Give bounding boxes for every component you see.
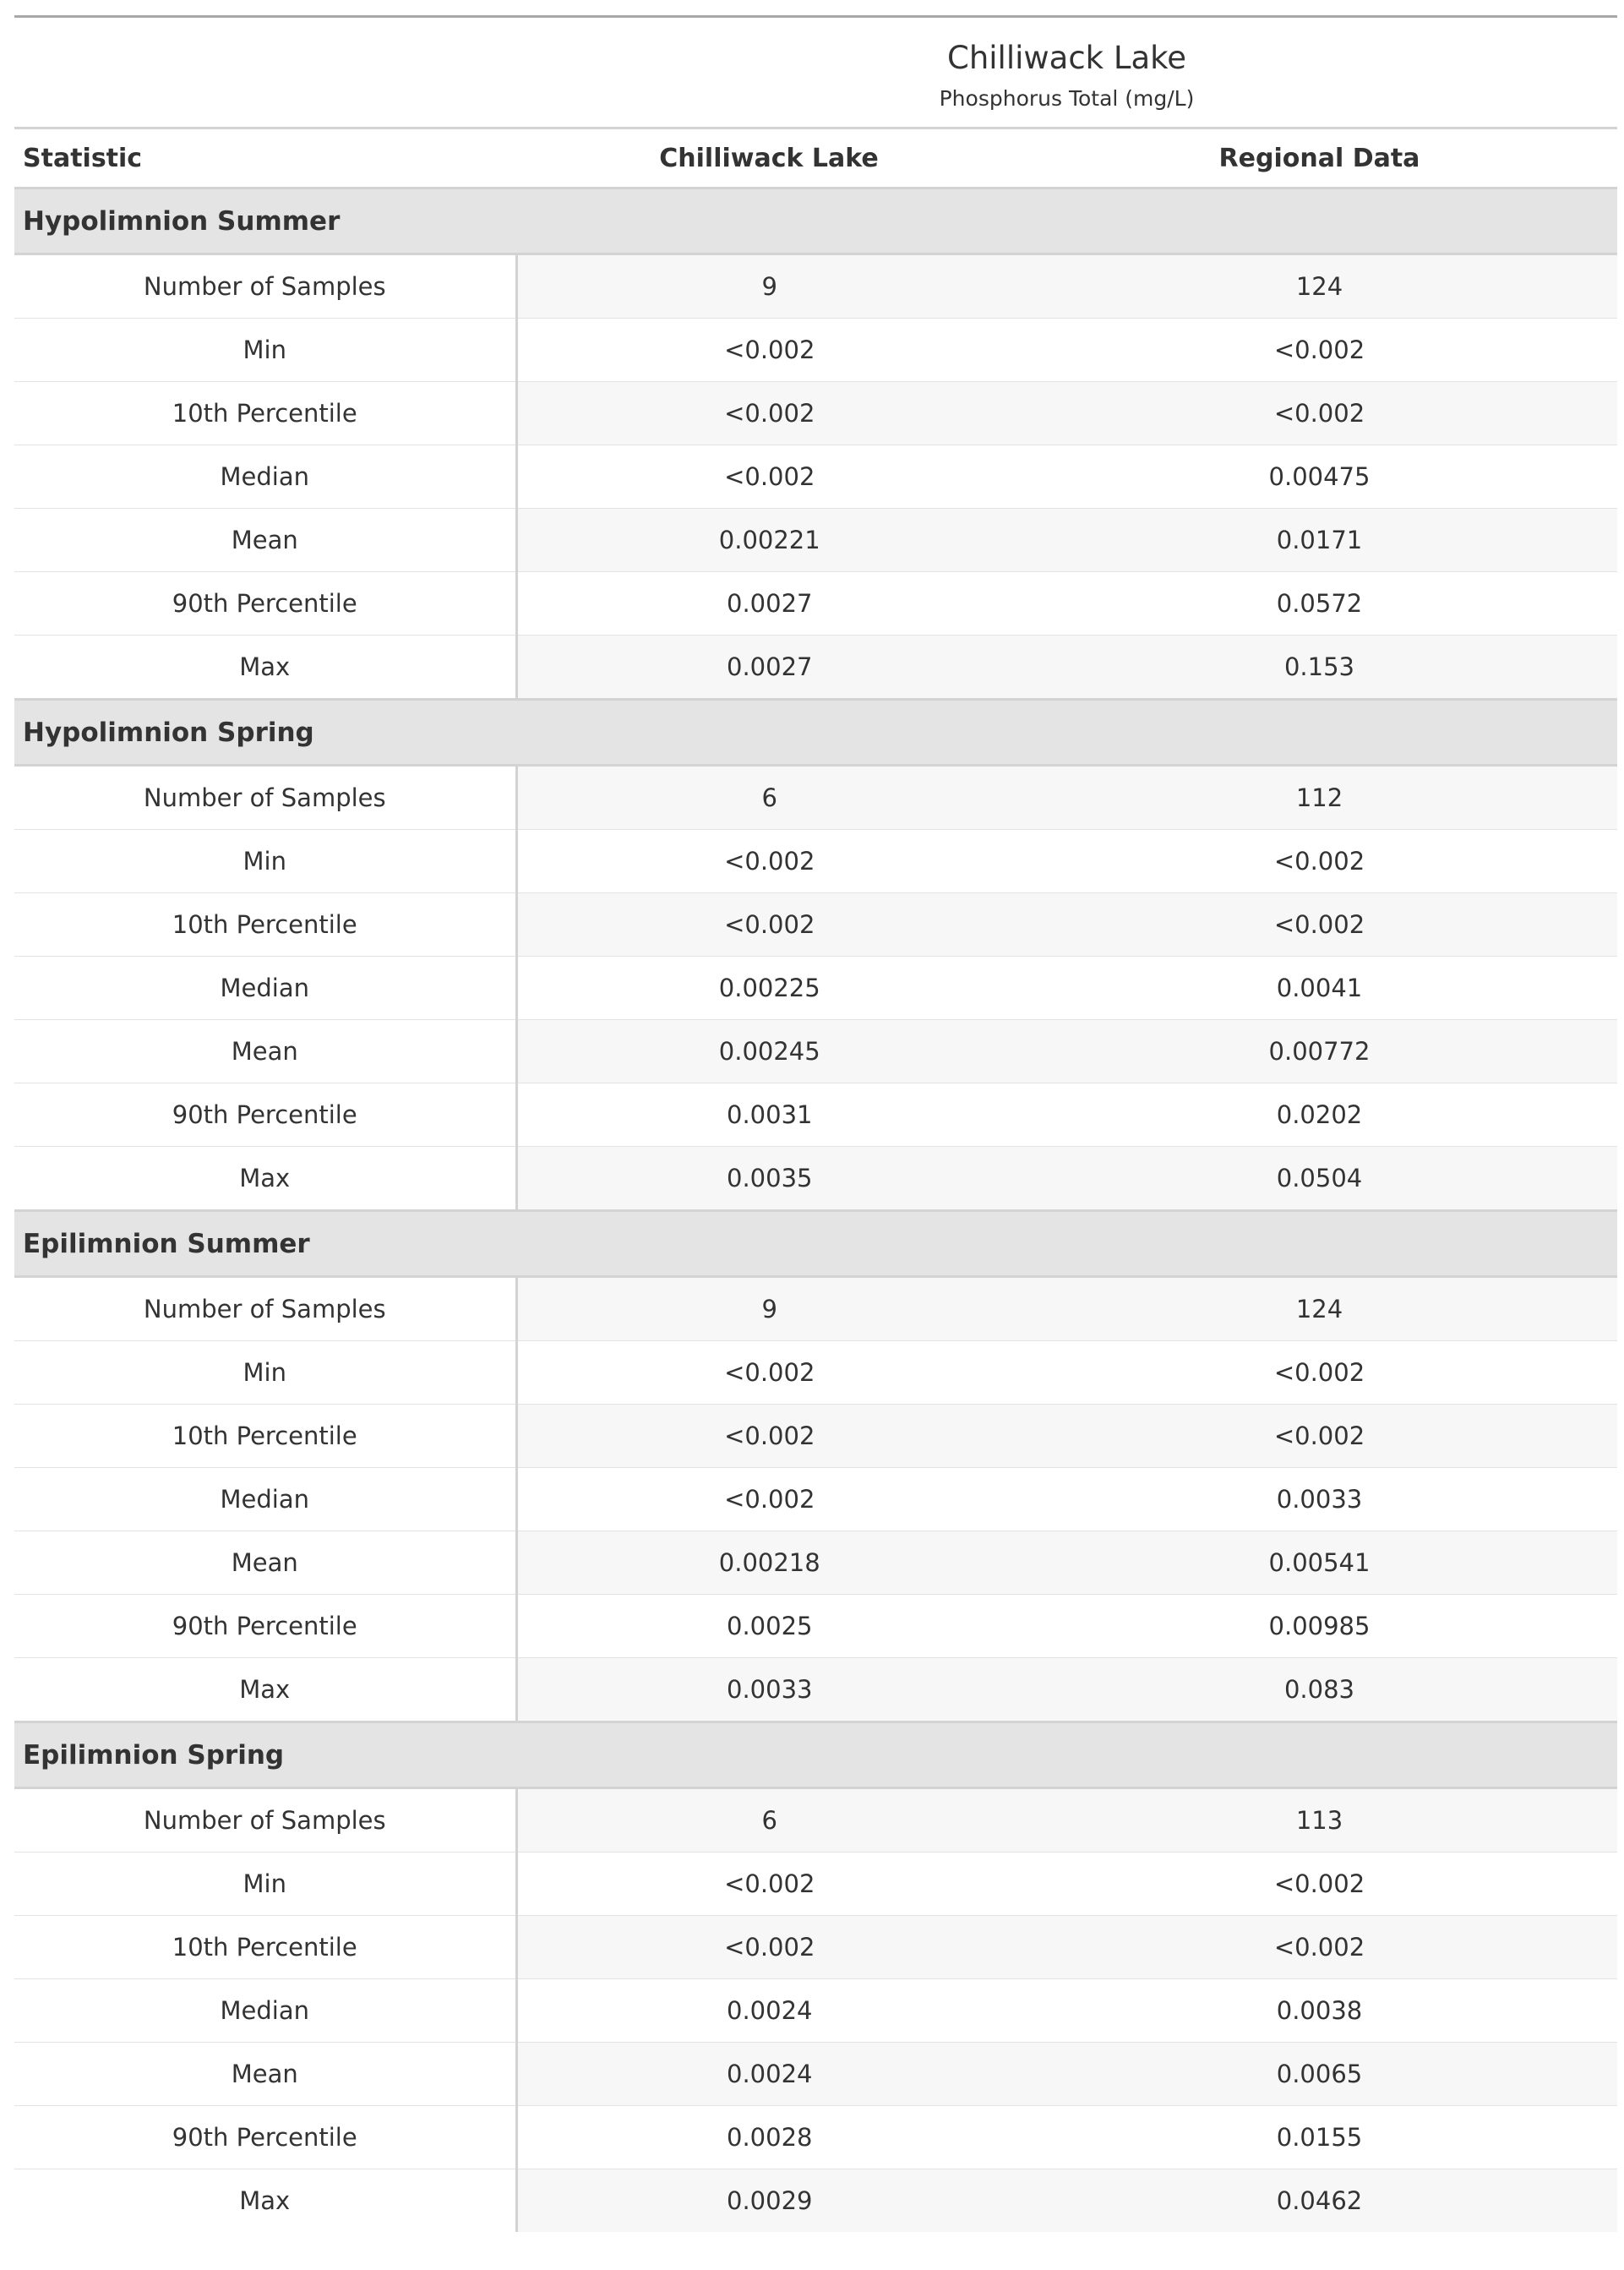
statistic-cell: Number of Samples — [14, 1277, 516, 1341]
regional-value-cell: 0.0202 — [1022, 1083, 1617, 1147]
lake-value-cell: <0.002 — [516, 830, 1022, 893]
regional-value-cell: <0.002 — [1022, 319, 1617, 382]
lake-value-cell: 0.0024 — [516, 2043, 1022, 2106]
table-row — [14, 2106, 1617, 2169]
table-row — [14, 766, 1617, 830]
lake-value-cell: <0.002 — [516, 1341, 1022, 1405]
regional-value-cell: <0.002 — [1022, 893, 1617, 957]
lake-value-cell: <0.002 — [516, 1405, 1022, 1468]
column-header-lake: Chilliwack Lake — [516, 128, 1022, 188]
lake-value-cell: 0.0025 — [516, 1595, 1022, 1658]
table-row — [14, 893, 1617, 957]
table-row — [14, 1788, 1617, 1853]
table-header — [14, 17, 1617, 188]
regional-value-cell: 0.0155 — [1022, 2106, 1617, 2169]
table-row — [14, 1020, 1617, 1083]
lake-value-cell: 0.0031 — [516, 1083, 1022, 1147]
lake-value-cell: <0.002 — [516, 1853, 1022, 1916]
statistic-cell: Number of Samples — [14, 1788, 516, 1853]
table-row — [14, 636, 1617, 700]
statistic-cell: 10th Percentile — [14, 1405, 516, 1468]
statistic-cell: Max — [14, 1147, 516, 1211]
table-row — [14, 830, 1617, 893]
column-header-row — [14, 128, 1617, 188]
lake-value-cell: 0.00218 — [516, 1531, 1022, 1595]
regional-value-cell: <0.002 — [1022, 1916, 1617, 1979]
lake-value-cell: <0.002 — [516, 1916, 1022, 1979]
table-row — [14, 1405, 1617, 1468]
statistic-cell: Mean — [14, 509, 516, 572]
regional-value-cell: 0.0572 — [1022, 572, 1617, 636]
subtitle-row — [14, 83, 1617, 128]
regional-value-cell: 0.0041 — [1022, 957, 1617, 1020]
title-row — [14, 17, 1617, 84]
lake-value-cell: 0.0029 — [516, 2169, 1022, 2233]
table-row — [14, 572, 1617, 636]
regional-value-cell: <0.002 — [1022, 830, 1617, 893]
table-row — [14, 445, 1617, 509]
regional-value-cell: <0.002 — [1022, 1341, 1617, 1405]
group-label: Epilimnion Spring — [14, 1722, 1617, 1788]
regional-value-cell: 124 — [1022, 254, 1617, 319]
regional-value-cell: 113 — [1022, 1788, 1617, 1853]
table-row — [14, 1853, 1617, 1916]
statistic-cell: Mean — [14, 1531, 516, 1595]
lake-value-cell: 6 — [516, 766, 1022, 830]
regional-value-cell: 0.0504 — [1022, 1147, 1617, 1211]
regional-value-cell: 0.00475 — [1022, 445, 1617, 509]
table-row — [14, 957, 1617, 1020]
regional-value-cell: <0.002 — [1022, 1405, 1617, 1468]
table-row — [14, 382, 1617, 445]
lake-value-cell: 0.0027 — [516, 572, 1022, 636]
statistic-cell: 10th Percentile — [14, 893, 516, 957]
lake-value-cell: 0.0033 — [516, 1658, 1022, 1722]
group-label: Epilimnion Summer — [14, 1211, 1617, 1277]
statistic-cell: Min — [14, 1853, 516, 1916]
lake-value-cell: <0.002 — [516, 1468, 1022, 1531]
table-title: Chilliwack Lake — [946, 40, 1187, 76]
statistic-cell: 90th Percentile — [14, 572, 516, 636]
regional-value-cell: 0.00541 — [1022, 1531, 1617, 1595]
group-label: Hypolimnion Summer — [14, 188, 1617, 254]
statistic-cell: 90th Percentile — [14, 2106, 516, 2169]
group-row — [14, 700, 1617, 766]
table-row — [14, 1658, 1617, 1722]
statistic-cell: Median — [14, 1979, 516, 2043]
column-header-regional: Regional Data — [1022, 128, 1617, 188]
regional-value-cell: 0.153 — [1022, 636, 1617, 700]
table-row — [14, 2169, 1617, 2233]
lake-value-cell: 9 — [516, 254, 1022, 319]
column-header-statistic: Statistic — [14, 128, 516, 188]
lake-value-cell: 0.00225 — [516, 957, 1022, 1020]
statistic-cell: Min — [14, 319, 516, 382]
stats-table — [14, 15, 1617, 2232]
statistic-cell: Max — [14, 2169, 516, 2233]
lake-value-cell: <0.002 — [516, 445, 1022, 509]
lake-value-cell: 0.0024 — [516, 1979, 1022, 2043]
lake-value-cell: 0.00245 — [516, 1020, 1022, 1083]
lake-value-cell: 0.00221 — [516, 509, 1022, 572]
statistic-cell: Median — [14, 445, 516, 509]
regional-value-cell: <0.002 — [1022, 1853, 1617, 1916]
table-row — [14, 1147, 1617, 1211]
statistic-cell: Min — [14, 1341, 516, 1405]
statistic-cell: 90th Percentile — [14, 1595, 516, 1658]
table-row — [14, 1468, 1617, 1531]
statistic-cell: Median — [14, 957, 516, 1020]
regional-value-cell: 0.0038 — [1022, 1979, 1617, 2043]
regional-value-cell: 0.00772 — [1022, 1020, 1617, 1083]
statistic-cell: Max — [14, 1658, 516, 1722]
regional-value-cell: 0.0033 — [1022, 1468, 1617, 1531]
lake-value-cell: 9 — [516, 1277, 1022, 1341]
group-row — [14, 1211, 1617, 1277]
regional-value-cell: 112 — [1022, 766, 1617, 830]
table-row — [14, 509, 1617, 572]
regional-value-cell: 0.083 — [1022, 1658, 1617, 1722]
table-row — [14, 1916, 1617, 1979]
group-row — [14, 1722, 1617, 1788]
table-subtitle: Phosphorus Total (mg/L) — [939, 86, 1195, 111]
regional-value-cell: 0.00985 — [1022, 1595, 1617, 1658]
statistic-cell: Median — [14, 1468, 516, 1531]
statistic-cell: 10th Percentile — [14, 382, 516, 445]
table-row — [14, 1341, 1617, 1405]
regional-value-cell: <0.002 — [1022, 382, 1617, 445]
lake-value-cell: <0.002 — [516, 893, 1022, 957]
regional-value-cell: 0.0065 — [1022, 2043, 1617, 2106]
statistic-cell: Max — [14, 636, 516, 700]
lake-value-cell: 0.0028 — [516, 2106, 1022, 2169]
table-row — [14, 1595, 1617, 1658]
lake-value-cell: <0.002 — [516, 382, 1022, 445]
group-label: Hypolimnion Spring — [14, 700, 1617, 766]
statistic-cell: Number of Samples — [14, 254, 516, 319]
statistic-cell: 90th Percentile — [14, 1083, 516, 1147]
table-row — [14, 1979, 1617, 2043]
table-row — [14, 1531, 1617, 1595]
regional-value-cell: 0.0462 — [1022, 2169, 1617, 2233]
group-row — [14, 188, 1617, 254]
table-row — [14, 1277, 1617, 1341]
regional-value-cell: 124 — [1022, 1277, 1617, 1341]
lake-value-cell: 6 — [516, 1788, 1022, 1853]
statistic-cell: Mean — [14, 2043, 516, 2106]
table-row — [14, 2043, 1617, 2106]
lake-value-cell: 0.0027 — [516, 636, 1022, 700]
lake-value-cell: <0.002 — [516, 319, 1022, 382]
table-row — [14, 319, 1617, 382]
statistic-cell: 10th Percentile — [14, 1916, 516, 1979]
lake-value-cell: 0.0035 — [516, 1147, 1022, 1211]
table-row — [14, 254, 1617, 319]
regional-value-cell: 0.0171 — [1022, 509, 1617, 572]
table-row — [14, 1083, 1617, 1147]
statistic-cell: Mean — [14, 1020, 516, 1083]
table-body — [14, 188, 1617, 2233]
statistic-cell: Min — [14, 830, 516, 893]
statistic-cell: Number of Samples — [14, 766, 516, 830]
stats-table-container — [14, 15, 1617, 2232]
